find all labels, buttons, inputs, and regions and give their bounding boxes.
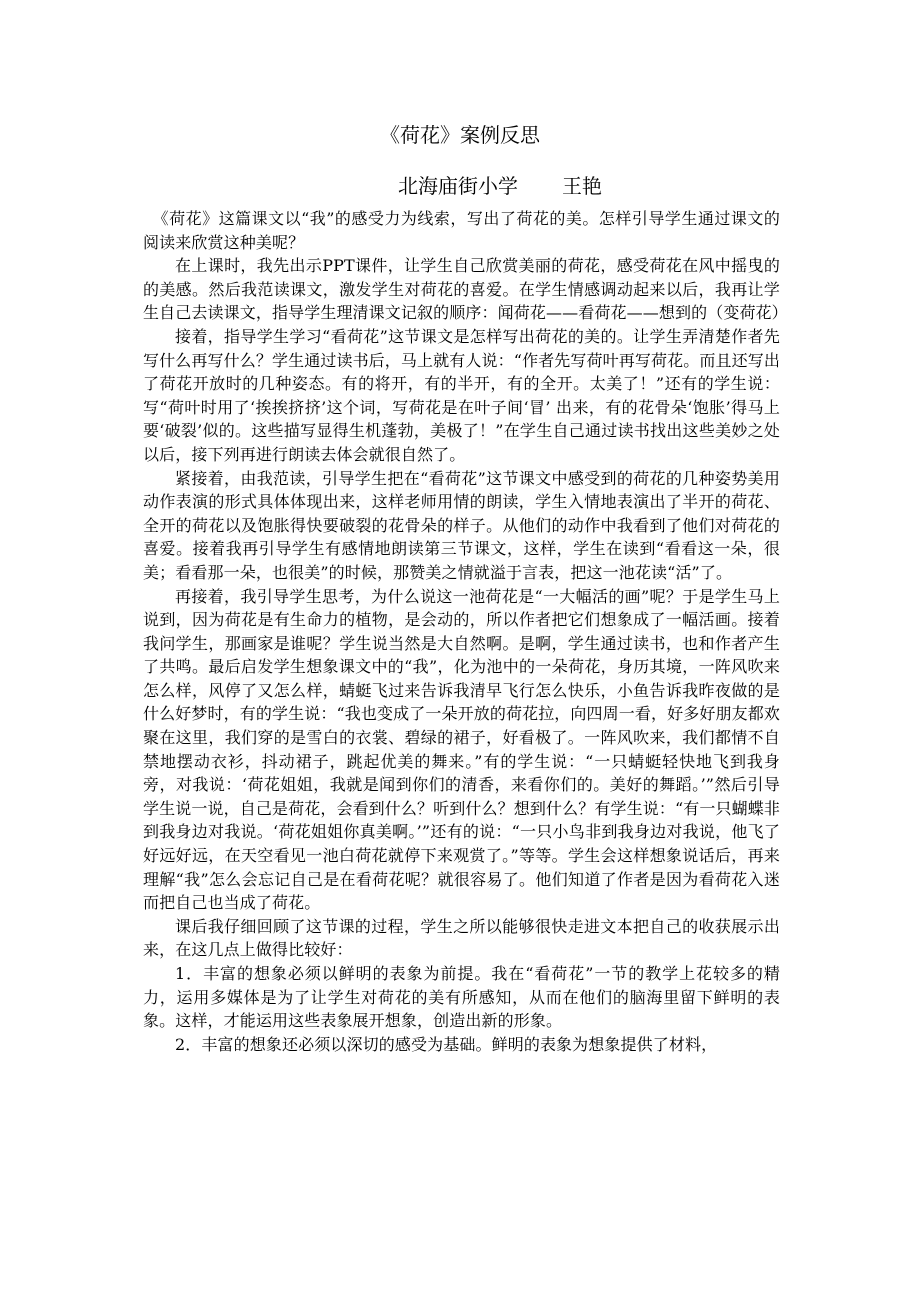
paragraph: 紧接着，由我范读，引导学生把在“看荷花”这节课文中感受到的荷花的几种姿势美用动作表演的形式具体体现出来，这样老师用情的朗读，学生入情地表演出了半开的荷花、全开的荷花以及饱胀得快要破裂的花骨朵的样子。从他们的动作中我看到了他们对荷花的喜爱。接着我再引导学生有感情地朗读第三节课文，这样，学生在读到“看看这一朵，很美；看看那一朵，也很美”的时候，那赞美之情就溢于言表，把这一池花读“活”了。: [143, 468, 780, 582]
paragraph: 《荷花》这篇课文以“我”的感受力为线索，写出了荷花的美。怎样引导学生通过课文的阅读来欣赏这种美呢？: [143, 209, 780, 252]
paragraph: 再接着，我引导学生思考，为什么说这一池荷花是“一大幅活的画”呢？于是学生马上说到，因为荷花是有生命力的植物，是会动的，所以作者把它们想象成了一幅活画。接着我问学生，那画家是谁呢？学生说当然是大自然啊。是啊，学生通过读书，也和作者产生了共鸣。最后启发学生想象课文中的“我”，化为池中的一朵荷花，身历其境，一阵风吹来怎么样，风停了又怎么样，蜻蜓飞过来告诉我清早飞行怎么快乐，小鱼告诉我昨夜做的是什么好梦时，有的学生说：“我也变成了一朵开放的荷花拉，向四周一看，好多好朋友都欢聚在这里，我们穿的是雪白的衣裳、碧绿的裙子，好看极了。一阵风吹来，我们都情不自禁地摆动衣衫，抖动裙子，跳起优美的舞来。”有的学生说：“一只蜻蜓轻快地飞到我身旁，对我说：‘荷花姐姐，我就是闻到你们的清香，来看你们的。美好的舞蹈。’”然后引导学生说一说，自己是荷花，会看到什么？听到什么？想到什么？有学生说：“有一只蝴蝶非到我身边对我说。‘荷花姐姐你真美啊。’”还有的说：“一只小鸟非到我身边对我说，他飞了好远好远，在天空看见一池白荷花就停下来观赏了。”等等。学生会这样想象说话后，再来理解“我”怎么会忘记自己是在看荷花呢？就很容易了。他们知道了作者是因为看荷花入迷而把自己也当成了荷花。: [143, 586, 780, 913]
author-name: 王艳: [562, 174, 602, 198]
paragraph: 课后我仔细回顾了这节课的过程，学生之所以能够很快走进文本把自己的收获展示出来，在这几点上做得比较好：: [143, 916, 780, 960]
paragraph: 在上课时，我先出示PPT课件，让学生自己欣赏美丽的荷花，感受荷花在风中摇曳的的美感。然后我范读课文，激发学生对荷花的喜爱。在学生情感调动起来以后，我再让学生自己去读课文，指导学生理清课文记叙的顺序：闻荷花——看荷花——想到的（变荷花）: [143, 256, 788, 323]
paragraph: 接着，指导学生学习“看荷花”这节课文是怎样写出荷花的美的。让学生弄清楚作者先写什么再写什么？学生通过读书后，马上就有人说：“作者先写荷叶再写荷花。而且还写出了荷花开放时的几种姿态。有的将开，有的半开，有的全开。太美了！”还有的学生说：写“荷叶时用了‘挨挨挤挤’这个词，写荷花是在叶子间‘冒’ 出来，有的花骨朵‘饱胀’得马上要‘破裂’似的。这些描写显得生机蓬勃，美极了！”在学生自己通过读书找出这些美妙之处以后，接下列再进行朗读去体会就很自然了。: [143, 326, 780, 464]
document-title: 《荷花》案例反思: [380, 123, 540, 147]
list-item: 1．丰富的想象必须以鲜明的表象为前提。我在“看荷花”一节的教学上花较多的精力，运用多媒体是为了让学生对荷花的美有所感知，从而在他们的脑海里留下鲜明的表象。这样，才能运用这些表象展开想象，创造出新的形象。: [143, 964, 780, 1031]
school-name: 北海庙街小学: [398, 174, 518, 198]
byline: [398, 172, 602, 200]
list-item: 2．丰富的想象还必须以深切的感受为基础。鲜明的表象为想象提供了材料，: [175, 1034, 718, 1054]
document-body: [143, 207, 788, 1056]
